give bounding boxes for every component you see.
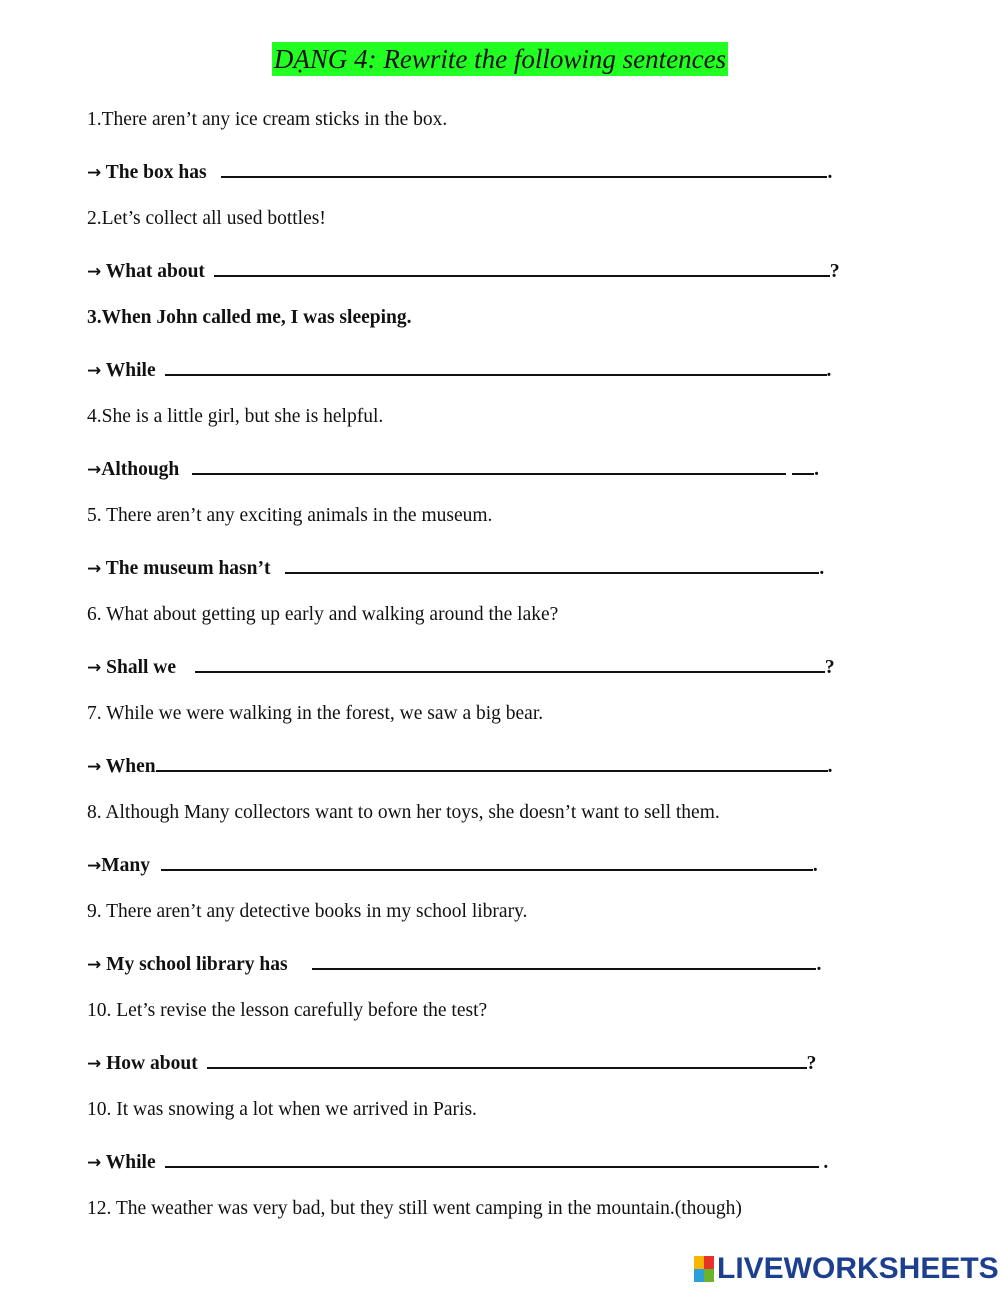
arrow-icon: →: [87, 1153, 102, 1173]
answer-end-6: ?: [824, 657, 835, 678]
question-1: 1.There aren’t any ice cream sticks in the box.: [87, 109, 448, 130]
answer-prompt-5: The museum hasn’t: [105, 558, 271, 579]
answer-end-10: ?: [806, 1053, 817, 1074]
arrow-icon: →: [87, 361, 102, 381]
liveworksheets-logo-icon: [694, 1256, 714, 1282]
answer-line-4: [87, 455, 819, 482]
answer-prompt-2: What about: [105, 261, 205, 282]
liveworksheets-logo: [694, 1254, 999, 1284]
answer-end-11: .: [818, 1152, 829, 1173]
arrow-icon: →: [87, 955, 102, 975]
answer-blank-10[interactable]: [207, 1049, 807, 1069]
answer-blank-2[interactable]: [214, 257, 830, 277]
answer-end-2: ?: [829, 261, 840, 282]
answer-prompt-11: While: [105, 1152, 156, 1173]
answer-blank-11[interactable]: [165, 1148, 819, 1168]
answer-prompt-8: Many: [101, 855, 150, 876]
liveworksheets-logo-text: LIVEWORKSHEETS: [717, 1252, 999, 1285]
answer-line-2: [87, 257, 840, 284]
worksheet-title: DẠNG 4: Rewrite the following sentences: [273, 44, 727, 74]
answer-prompt-4: Although: [101, 459, 180, 480]
answer-prompt-1: The box has: [105, 162, 207, 183]
arrow-icon: →: [87, 559, 102, 579]
answer-line-1: [87, 158, 832, 185]
answer-line-8: [87, 851, 818, 878]
answer-prompt-7: When: [105, 756, 156, 777]
question-12: 12. The weather was very bad, but they still went camping in the mountain.(though): [87, 1198, 742, 1219]
answer-blank-6[interactable]: [195, 653, 825, 673]
answer-blank-7[interactable]: [156, 752, 828, 772]
question-11: 10. It was snowing a lot when we arrived in Paris.: [87, 1099, 477, 1120]
answer-line-3: [87, 356, 831, 383]
answer-end-5: .: [819, 558, 825, 579]
answer-blank-4[interactable]: [192, 455, 786, 475]
answer-line-7: [87, 752, 833, 779]
answer-line-10: [87, 1049, 816, 1076]
question-5: 5. There aren’t any exciting animals in the museum.: [87, 505, 493, 526]
answer-blank-8[interactable]: [161, 851, 813, 871]
arrow-icon: →: [87, 658, 102, 678]
answer-blank-9[interactable]: [312, 950, 816, 970]
question-3: 3.When John called me, I was sleeping.: [87, 307, 412, 328]
answer-end-9: .: [816, 954, 822, 975]
answer-end-7: .: [827, 756, 833, 777]
arrow-icon: →: [87, 757, 102, 777]
answer-line-6: [87, 653, 835, 680]
answer-prompt-10: How about: [106, 1053, 198, 1074]
question-6: 6. What about getting up early and walking around the lake?: [87, 604, 559, 625]
question-10: 10. Let’s revise the lesson carefully before the test?: [87, 1000, 488, 1021]
worksheet-title-wrap: [0, 42, 1000, 76]
answer-prompt-9: My school library has: [106, 954, 288, 975]
question-9: 9. There aren’t any detective books in my school library.: [87, 901, 528, 922]
answer-blank-4-extra[interactable]: [792, 455, 814, 475]
answer-blank-5[interactable]: [285, 554, 819, 574]
question-7: 7. While we were walking in the forest, we saw a big bear.: [87, 703, 544, 724]
answer-end-8: .: [812, 855, 818, 876]
arrow-icon: →: [87, 460, 102, 480]
answer-line-9: [87, 950, 821, 977]
arrow-icon: →: [87, 856, 102, 876]
answer-prompt-3: While: [105, 360, 156, 381]
answer-end-1: .: [827, 162, 833, 183]
answer-blank-1[interactable]: [221, 158, 827, 178]
arrow-icon: →: [87, 1054, 102, 1074]
answer-blank-3[interactable]: [165, 356, 827, 376]
answer-end-4: .: [814, 459, 820, 480]
arrow-icon: →: [87, 163, 102, 183]
question-8: 8. Although Many collectors want to own her toys, she doesn’t want to sell them.: [87, 802, 720, 823]
arrow-icon: →: [87, 262, 102, 282]
answer-end-3: .: [826, 360, 832, 381]
answer-line-11: [87, 1148, 828, 1175]
answer-prompt-6: Shall we: [106, 657, 177, 678]
question-2: 2.Let’s collect all used bottles!: [87, 208, 326, 229]
question-4: 4.She is a little girl, but she is helpful.: [87, 406, 384, 427]
answer-line-5: [87, 554, 824, 581]
